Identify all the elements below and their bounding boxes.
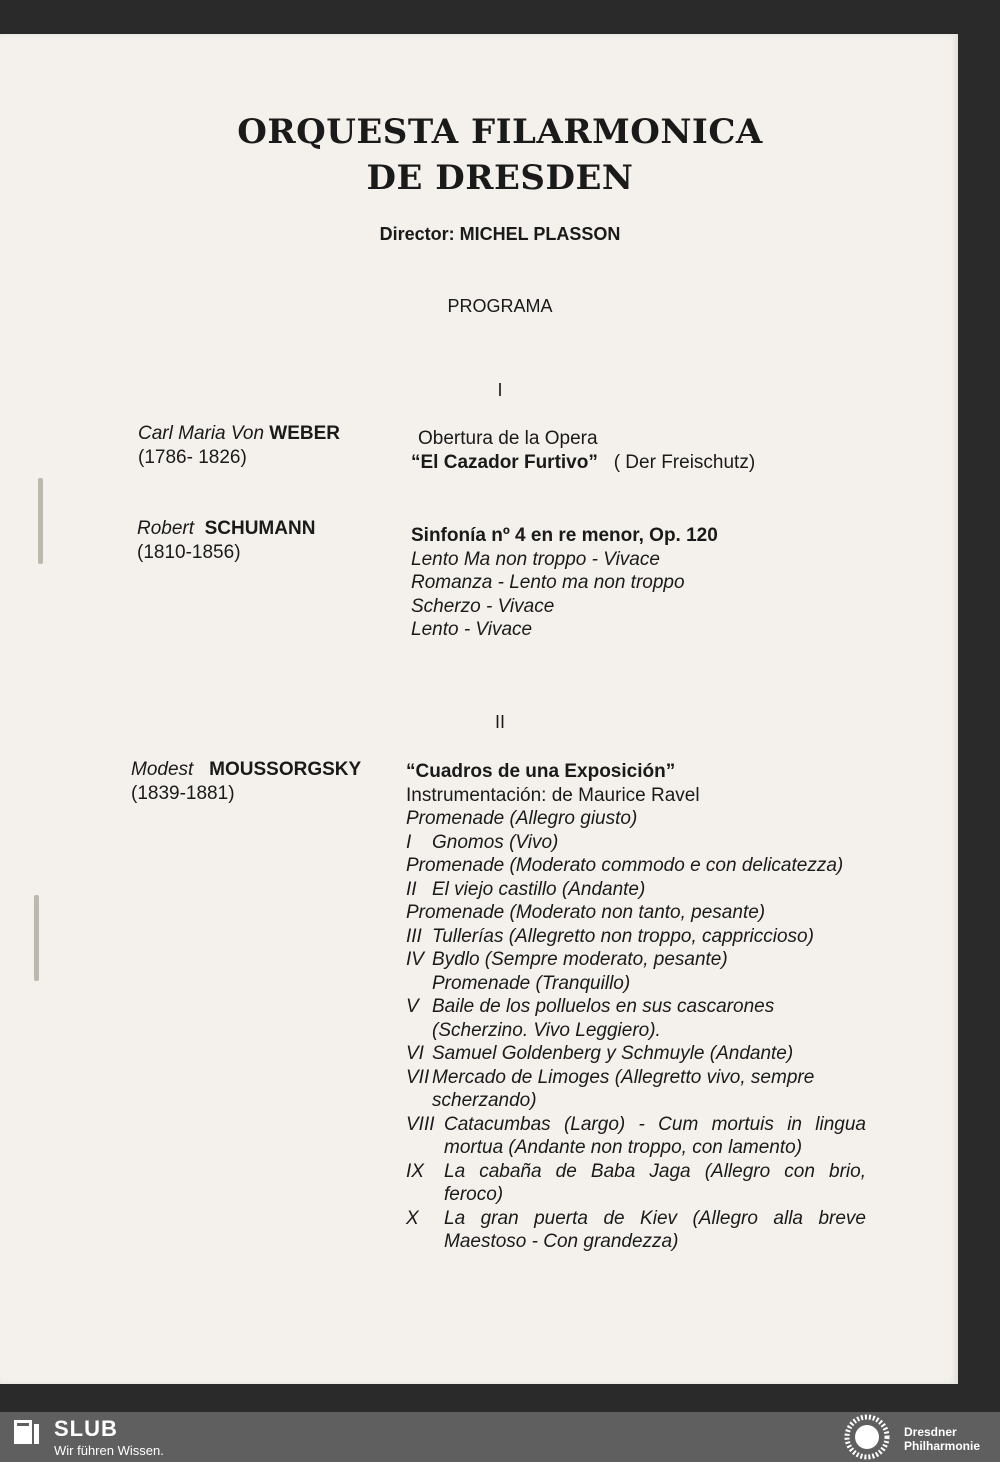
slub-logo-icon (14, 1418, 40, 1446)
movement-item (406, 925, 866, 949)
composer-first-name: Robert (137, 518, 195, 539)
composer-moussorgsky (131, 758, 361, 806)
movement-number: VIII (406, 1113, 435, 1135)
work-title: “El Cazador Furtivo” (411, 452, 598, 473)
slub-tagline: Wir führen Wissen. (54, 1443, 164, 1458)
work-subtitle: ( Der Freischutz) (613, 452, 756, 473)
composer-last-name: SCHUMANN (204, 518, 316, 539)
composer-schumann (137, 517, 315, 565)
movement-item (406, 878, 866, 902)
composer-first-name: Modest (131, 759, 194, 780)
composer-dates: (1839-1881) (131, 783, 235, 804)
part-two-numeral: II (494, 712, 505, 732)
movement-item (406, 831, 866, 855)
composer-last-name: WEBER (269, 423, 341, 444)
movement-text: Samuel Goldenberg y Schmuyle (Andante) (432, 1043, 794, 1064)
slub-name: SLUB (54, 1416, 118, 1441)
movement-text: Catacumbas (Largo) - Cum mortuis in lingua mortua (Andante non troppo, con lamento) (444, 1113, 866, 1158)
movement-item: Romanza - Lento ma non troppo (411, 572, 685, 593)
movement-text: Bydlo (Sempre moderato, pesante) (432, 949, 728, 970)
viewer-footer (0, 1412, 1000, 1462)
programa-heading: PROGRAMA (447, 296, 553, 316)
work-weber-title (411, 451, 755, 475)
work-weber (418, 427, 598, 451)
movement-text: El viejo castillo (Andante) (432, 878, 646, 900)
movement-item (406, 1207, 866, 1254)
movement-text: Gnomos (Vivo) (432, 831, 559, 853)
director-line: Director: MICHEL PLASSON (379, 224, 621, 244)
work-moussorgsky (406, 760, 866, 1254)
composer-dates: (1786- 1826) (138, 447, 247, 468)
composer-weber (138, 422, 340, 470)
movement-number: III (406, 925, 422, 947)
part-one-numeral: I (497, 380, 503, 400)
promenade-item: Promenade (Allegro giusto) (406, 808, 638, 829)
dresdner-philharmonie-name (904, 1425, 980, 1453)
page-title-line2: DE DRESDEN (366, 158, 634, 198)
promenade-item: Promenade (Tranquillo) (432, 972, 631, 994)
instrumentation-line: Instrumentación: de Maurice Ravel (406, 784, 700, 806)
promenade-item: Promenade (Moderato non tanto, pesante) (406, 902, 766, 923)
dp-line1: Dresdner (904, 1425, 957, 1439)
movement-item (406, 995, 866, 1042)
movement-number: V (406, 996, 419, 1017)
staple-mark-top (38, 478, 43, 564)
movement-text: La cabaña de Baba Jaga (Allegro con brio, feroco) (444, 1160, 866, 1205)
dp-line2: Philharmonie (904, 1439, 981, 1453)
work-title: Sinfonía nº 4 en re menor, Op. 120 (411, 525, 718, 546)
movement-item (406, 1042, 866, 1066)
movement-number: II (406, 878, 417, 900)
staple-mark-bottom (34, 895, 39, 981)
movement-number: IV (406, 949, 424, 970)
composer-dates: (1810-1856) (137, 542, 241, 563)
movement-item (406, 1160, 866, 1207)
movement-number: I (406, 831, 412, 853)
work-title: “Cuadros de una Exposición” (406, 761, 676, 782)
work-intro: Obertura de la Opera (418, 428, 598, 449)
page-title-line1: ORQUESTA FILARMONICA (237, 112, 763, 152)
dresdner-philharmonie-logo-icon (842, 1414, 892, 1460)
movement-item (406, 948, 866, 972)
movement-item: Scherzo - Vivace (411, 595, 555, 617)
composer-last-name: MOUSSORGSKY (209, 759, 362, 780)
movement-number: X (406, 1207, 419, 1229)
movement-text: La gran puerta de Kiev (Allegro alla breve Maestoso - Con grandezza) (444, 1207, 866, 1252)
movement-item: Lento - Vivace (411, 619, 533, 640)
movement-number: IX (406, 1160, 424, 1182)
movement-number: VII (406, 1066, 430, 1088)
movement-item (406, 1066, 866, 1113)
movement-text: Mercado de Limoges (Allegretto vivo, sempre scherzando) (432, 1066, 815, 1111)
movement-item: Lento Ma non troppo - Vivace (411, 548, 660, 570)
movement-text: Tullerías (Allegretto non troppo, cappriccioso) (432, 925, 814, 947)
movement-number: VI (406, 1043, 424, 1064)
promenade-item: Promenade (Moderato commodo e con delicatezza) (406, 855, 844, 876)
composer-first-name: Carl Maria Von (138, 423, 265, 444)
movement-text: Baile de los polluelos en sus cascarones (Scherzino. Vivo Leggiero). (432, 996, 775, 1041)
movement-item (406, 1113, 866, 1160)
work-schumann (411, 524, 718, 642)
